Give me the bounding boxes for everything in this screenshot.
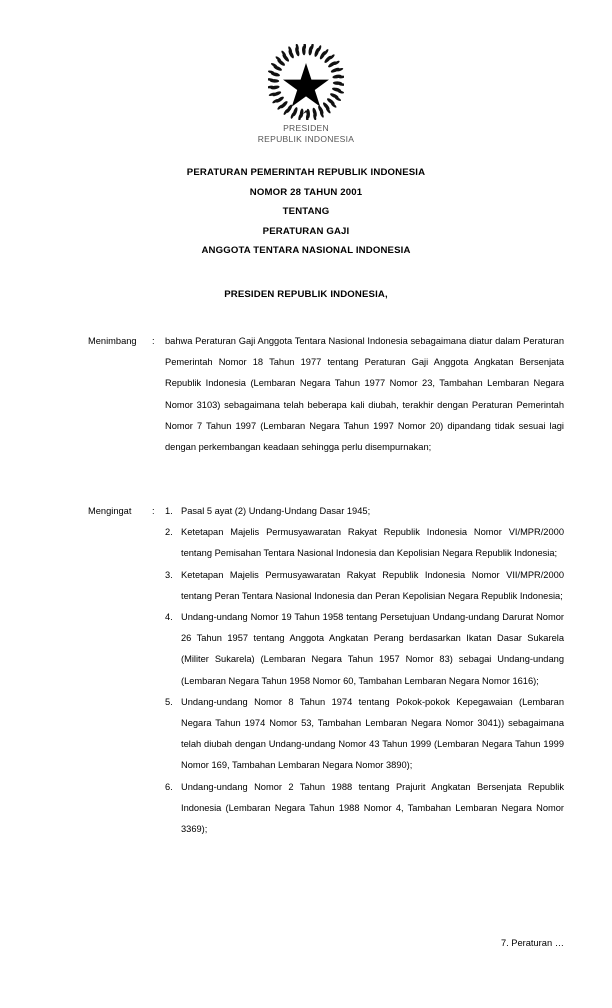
clause-mengingat-body bbox=[165, 501, 564, 840]
footer-catchword: 7. Peraturan … bbox=[500, 938, 564, 948]
presidential-emblem-block bbox=[0, 44, 612, 144]
clause-menimbang-colon: : bbox=[152, 336, 155, 346]
list-item-text: Undang-undang Nomor 2 Tahun 1988 tentang Prajurit Angkatan Bersenjata Republik Indonesia (Lembaran Negara Tahun 1988 Nomor 4, Tambahan Lembaran Negara Nomor 3369); bbox=[181, 781, 564, 835]
clause-mengingat-label: Mengingat bbox=[88, 506, 132, 516]
star-icon bbox=[283, 63, 329, 107]
list-item-text: Ketetapan Majelis Permusyawaratan Rakyat Republik Indonesia Nomor VII/MPR/2000 tentang Peran Tentara Nasional Indonesia dan Peran Kepolisian Negara Republik Indonesia; bbox=[181, 569, 564, 601]
list-item-marker: 5. bbox=[165, 696, 173, 707]
emblem-caption-line-1: PRESIDEN bbox=[283, 123, 329, 133]
list-item-text: Undang-undang Nomor 19 Tahun 1958 tentang Persetujuan Undang-undang Darurat Nomor 26 Tahun 1957 tentang Anggota Angkatan Perang berdasarkan Ikatan Dasar Sukarela (Militer Sukarela) (Lembaran Negara Tahun 1957 Nomor 83) sebagai Undang-undang (Lembaran Negara Tahun 1958 Nomor 60, Tambahan Lembaran Negara Nomor 1616); bbox=[181, 612, 564, 686]
list-item bbox=[165, 777, 564, 841]
emblem-caption bbox=[0, 123, 612, 144]
list-item-marker: 3. bbox=[165, 569, 173, 580]
list-item-text: Ketetapan Majelis Permusyawaratan Rakyat Republik Indonesia Nomor VI/MPR/2000 tentang Pemisahan Tentara Nasional Indonesia dan Kepolisian Negara Republik Indonesia; bbox=[181, 527, 564, 559]
mengingat-list bbox=[165, 501, 564, 840]
clause-mengingat bbox=[88, 501, 564, 840]
title-line-subject-detail: ANGGOTA TENTARA NASIONAL INDONESIA bbox=[201, 245, 411, 256]
title-line-number: NOMOR 28 TAHUN 2001 bbox=[249, 186, 363, 198]
title-line-subject: PERATURAN GAJI bbox=[262, 225, 350, 237]
list-item-marker: 6. bbox=[165, 781, 173, 792]
clause-menimbang-text: bahwa Peraturan Gaji Anggota Tentara Nasional Indonesia sebagaimana diatur dalam Peraturan Pemerintah Nomor 18 Tahun 1977 tentang Peraturan Gaji Anggota Angkatan Bersenjata Republik Indonesia (Lembaran Negara Tahun 1977 Nomor 23, Tambahan Lembaran Negara Nomor 3103) sebagaimana telah beberapa kali diubah, terakhir dengan Peraturan Pemerintah Nomor 7 Tahun 1997 (Lembaran Negara Tahun 1997 Nomor 20) dipandang tidak sesuai lagi dengan perkembangan keadaan sehingga perlu disempurnakan; bbox=[165, 336, 564, 453]
list-item-text: Undang-undang Nomor 8 Tahun 1974 tentang Pokok-pokok Kepegawaian (Lembaran Negara Tahun 1974 Nomor 53, Tambahan Lembaran Negara Nomor 3041)) sebagaimana telah diubah dengan Undang-undang Nomor 43 Tahun 1999 (Lembaran Negara Tahun 1999 Nomor 169, Tambahan Lembaran Negara Nomor 3890); bbox=[181, 696, 564, 771]
document-title-block bbox=[0, 163, 612, 261]
clause-menimbang-label: Menimbang bbox=[88, 336, 137, 346]
list-item-marker: 4. bbox=[165, 612, 173, 623]
list-item bbox=[165, 607, 564, 692]
clause-mengingat-colon: : bbox=[152, 506, 155, 516]
list-item-marker: 2. bbox=[165, 527, 173, 538]
list-item-text: Pasal 5 ayat (2) Undang-Undang Dasar 1945; bbox=[181, 506, 371, 516]
clause-menimbang bbox=[88, 331, 564, 458]
clause-menimbang-body bbox=[165, 331, 564, 458]
indonesia-presidential-seal-icon bbox=[268, 44, 344, 120]
list-item bbox=[165, 565, 564, 607]
list-item bbox=[165, 501, 564, 522]
title-line-about: TENTANG bbox=[282, 206, 330, 217]
list-item-marker: 1. bbox=[165, 506, 173, 516]
title-line-regulation: PERATURAN PEMERINTAH REPUBLIK INDONESIA bbox=[186, 167, 426, 178]
opening-heading: PRESIDEN REPUBLIK INDONESIA, bbox=[224, 289, 388, 300]
emblem-caption-line-2: REPUBLIK INDONESIA bbox=[257, 133, 355, 144]
list-item bbox=[165, 522, 564, 564]
list-item bbox=[165, 692, 564, 777]
